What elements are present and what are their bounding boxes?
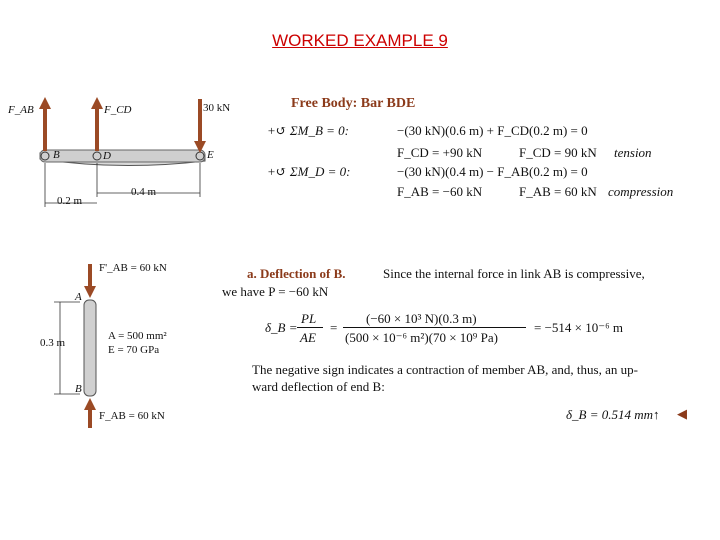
eq4-tag: compression xyxy=(608,184,674,199)
free-body-heading: Free Body: Bar BDE xyxy=(291,96,416,111)
formula-num2: (−60 × 10³ N)(0.3 m) xyxy=(366,311,477,326)
note-line1: The negative sign indicates a contraction of member AB, and, thus, an up- xyxy=(252,362,638,377)
point-b-link-label: B xyxy=(75,383,82,395)
eq4-right: F_AB = 60 kN xyxy=(519,184,597,199)
formula-den1: AE xyxy=(300,330,316,345)
eq2-mid: F_CD = +90 kN xyxy=(397,145,483,160)
eq3-left: +↺ ΣM_D = 0: xyxy=(267,164,351,179)
fraction-bar-1 xyxy=(297,327,323,328)
note-line2: ward deflection of end B: xyxy=(252,379,385,394)
point-d-label: D xyxy=(103,150,111,162)
eq1-right: −(30 kN)(0.6 m) + F_CD(0.2 m) = 0 xyxy=(397,123,588,138)
equals-sign: = xyxy=(330,320,338,335)
point-a-label: A xyxy=(75,291,82,303)
formula-lhs: δ_B = xyxy=(265,320,298,335)
dim-right-label: 0.4 m xyxy=(131,186,157,198)
page-title: WORKED EXAMPLE 9 xyxy=(272,31,448,50)
deflection-intro: Since the internal force in link AB is compressive, xyxy=(383,266,645,281)
modulus-label: E = 70 GPa xyxy=(108,344,160,356)
load-label: 30 kN xyxy=(203,102,231,114)
bottom-force-label: F_AB = 60 kN xyxy=(99,410,165,422)
formula-num1: PL xyxy=(301,311,317,326)
point-b-label: B xyxy=(53,149,60,161)
top-force-label: F'_AB = 60 kN xyxy=(99,262,167,274)
length-label: 0.3 m xyxy=(40,337,66,349)
formula-result: = −514 × 10⁻⁶ m xyxy=(534,320,624,335)
fcd-label: F_CD xyxy=(104,104,132,116)
area-label: A = 500 mm² xyxy=(108,330,167,342)
eq3-right: −(30 kN)(0.4 m) − F_AB(0.2 m) = 0 xyxy=(397,164,588,179)
dim-left-label: 0.2 m xyxy=(57,195,83,207)
eq2-right: F_CD = 90 kN xyxy=(519,145,597,160)
fraction-bar-2 xyxy=(343,327,526,328)
final-answer: δ_B = 0.514 mm↑ xyxy=(566,407,660,422)
answer-marker-icon: ◀ xyxy=(677,406,687,421)
eq1-left: +↺ ΣM_B = 0: xyxy=(267,123,350,138)
eq2-tag: tension xyxy=(614,145,652,160)
point-e-label: E xyxy=(207,149,214,161)
eq4-mid: F_AB = −60 kN xyxy=(397,184,483,199)
deflection-heading: a. Deflection of B. xyxy=(247,266,346,281)
fab-label: F_AB xyxy=(8,104,34,116)
deflection-intro2: we have P = −60 kN xyxy=(222,284,329,299)
formula-den2: (500 × 10⁻⁶ m²)(70 × 10⁹ Pa) xyxy=(345,330,498,345)
